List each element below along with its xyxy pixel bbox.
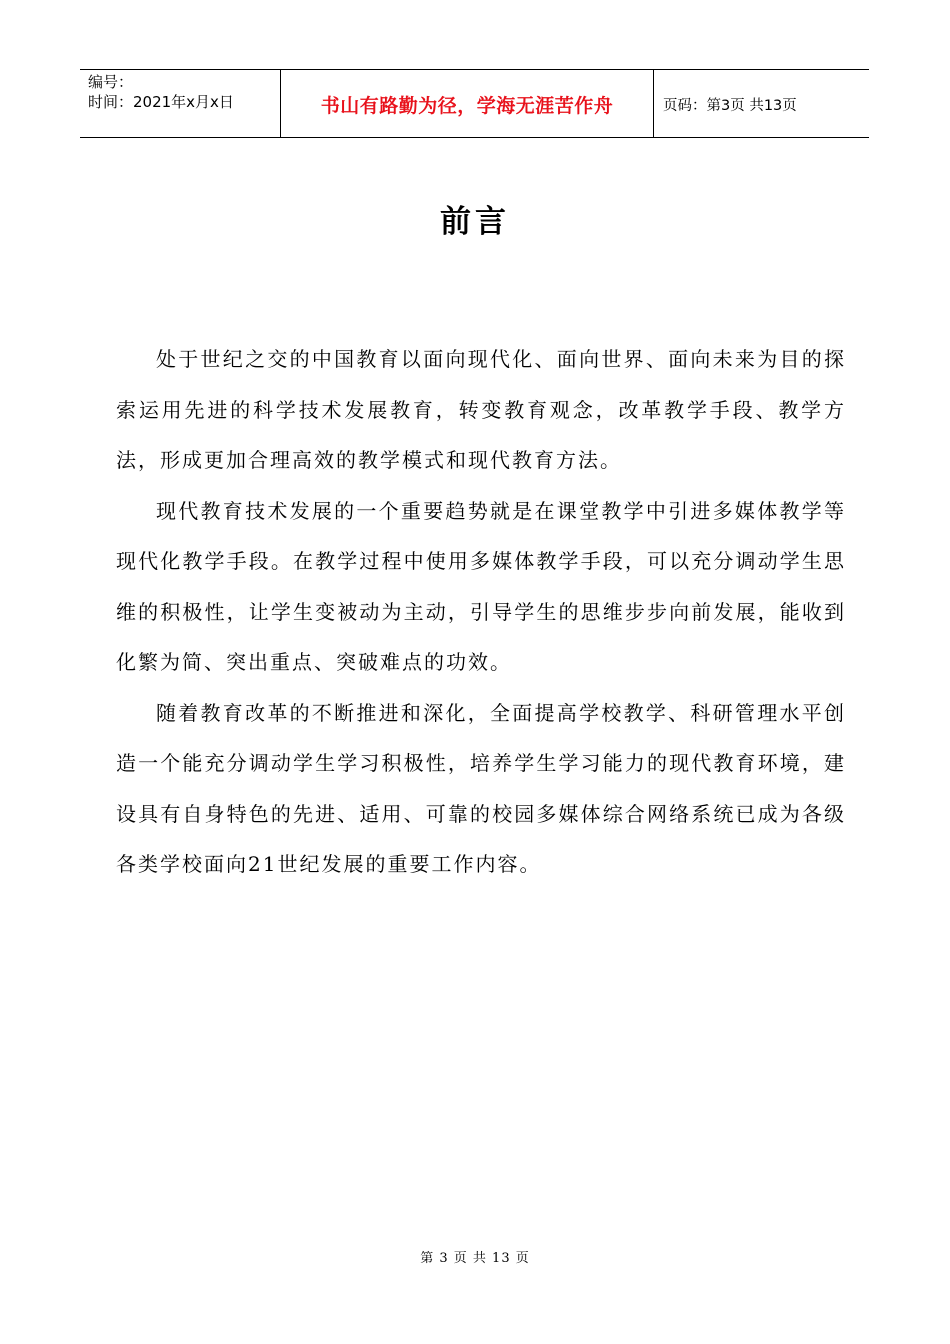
page-header: [80, 69, 869, 138]
document-body: [116, 334, 846, 890]
document-number-label: 编号：: [88, 73, 134, 91]
page-title: 前言: [440, 204, 510, 240]
document-date: 时间：2021年x月x日: [88, 93, 234, 111]
paragraph: 现代教育技术发展的一个重要趋势就是在课堂教学中引进多媒体教学等现代化教学手段。在教学过程中使用多媒体教学手段，可以充分调动学生思维的积极性，让学生变被动为主动，引导学生的思维步步向前发展，能收到化繁为简、突出重点、突破难点的功效。: [116, 498, 846, 674]
page-footer: 第 3 页 共 13 页: [420, 1251, 530, 1266]
header-meta-cell: [80, 70, 281, 137]
header-motto-cell: [281, 70, 654, 137]
header-motto: 书山有路勤为径，学海无涯苦作舟: [320, 95, 614, 117]
header-page-info: 页码：第3页 共13页: [663, 98, 797, 114]
paragraph: 处于世纪之交的中国教育以面向现代化、面向世界、面向未来为目的探索运用先进的科学技术发展教育，转变教育观念，改革教学手段、教学方法，形成更加合理高效的教学模式和现代教育方法。: [116, 347, 846, 472]
paragraph: 随着教育改革的不断推进和深化，全面提高学校教学、科研管理水平创造一个能充分调动学生学习积极性，培养学生学习能力的现代教育环境，建设具有自身特色的先进、适用、可靠的校园多媒体综合网络系统已成为各级各类学校面向21世纪发展的重要工作内容。: [116, 700, 846, 876]
header-page-cell: [654, 70, 869, 137]
